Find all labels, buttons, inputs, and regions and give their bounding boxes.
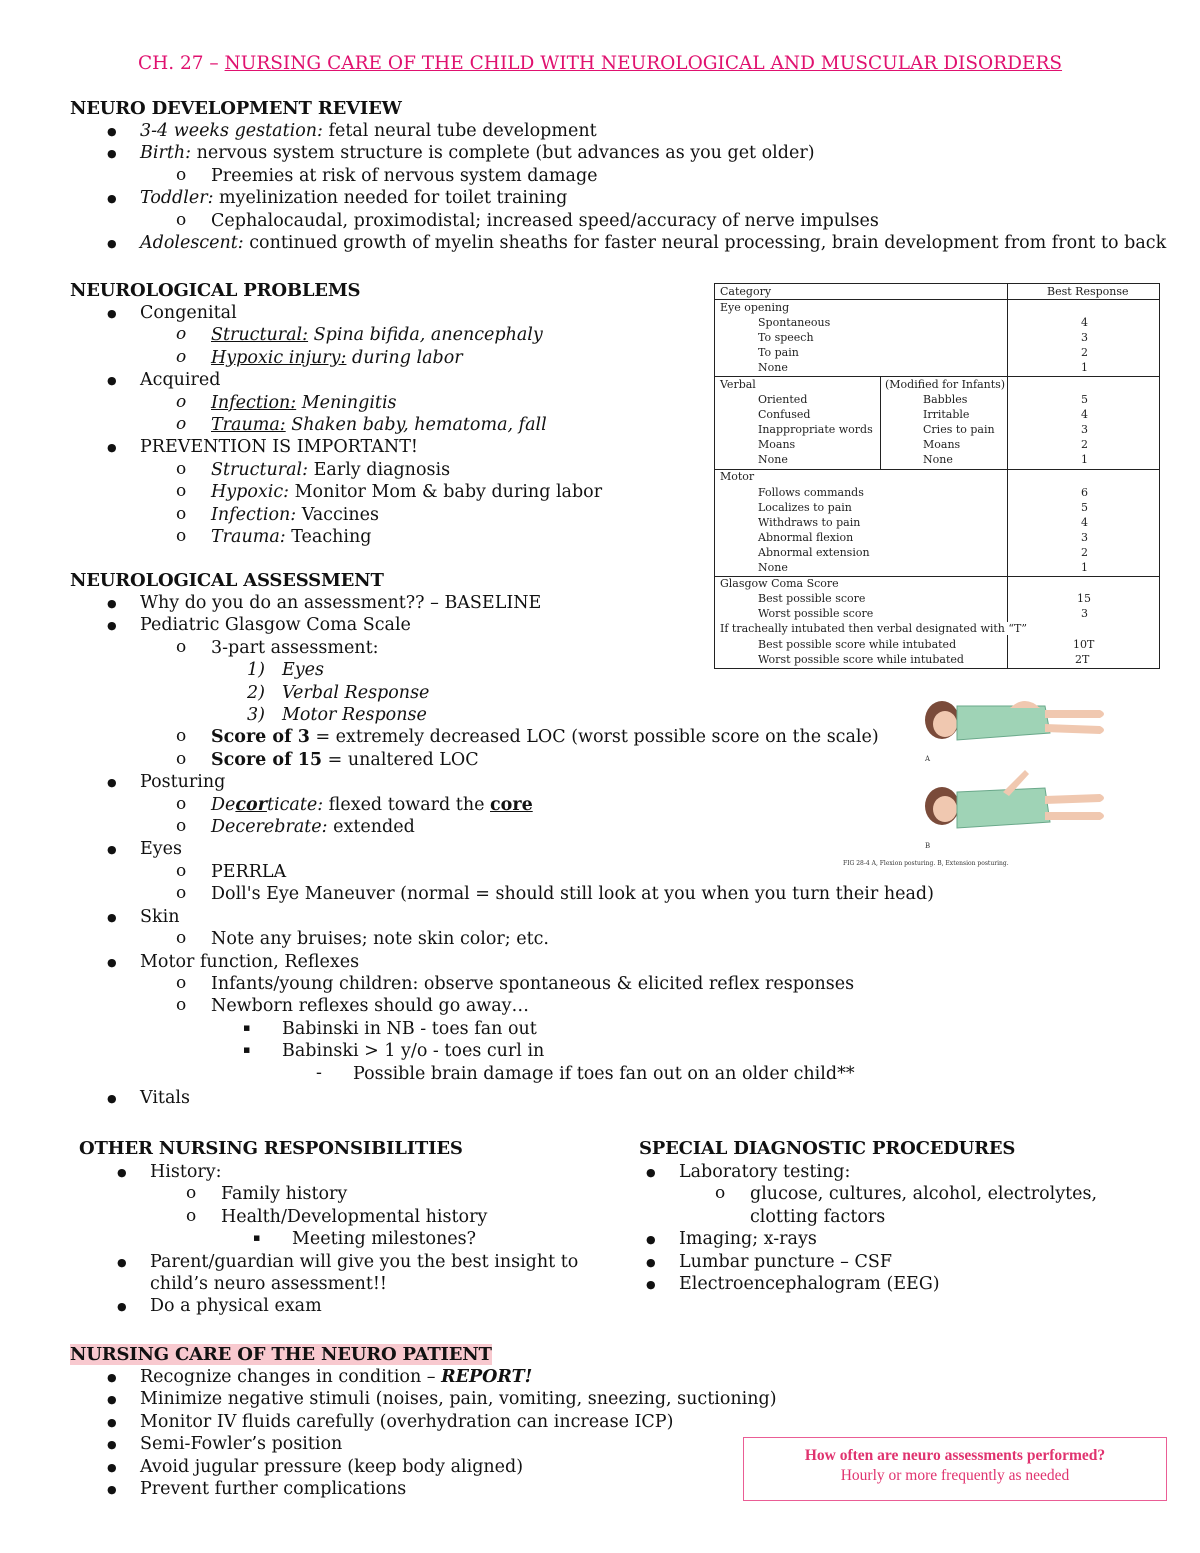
list-item: o PERRLA [211,861,934,883]
title-main: NURSING CARE OF THE CHILD WITH NEUROLOGICAL AND MUSCULAR DISORDERS [224,53,1063,74]
a1-rest: Meningitis [296,392,397,413]
list-item: ● Acquired [140,369,602,391]
care-c1-pre: Recognize changes in condition – [140,1367,442,1387]
table-cell: 15 [1077,592,1091,605]
table-score-heading: Glasgow Coma Score [720,577,839,590]
dev-list [140,120,1166,254]
table-cell: 1 [1081,453,1088,466]
list-item [211,392,602,414]
list-item: ● Do a physical exam [150,1295,578,1317]
list-item: ● Posturing [140,771,934,793]
a2-rest: Shaken baby, hematoma, fall [285,415,547,436]
list-item [211,726,934,748]
posturing-illustration [843,688,1115,878]
table-cell: 3 [1081,331,1088,344]
table-cell: 4 [1081,408,1088,421]
table-cell: If tracheally intubated then verbal designated with “T” [720,622,1031,635]
dev-i2-rest: nervous system structure is complete (but advances as you get older) [191,143,815,164]
table-motor-heading: Motor [720,470,755,483]
list-item: ▪ Meeting milestones? [292,1228,578,1250]
list-item: ● Semi-Fowler’s position [140,1433,777,1455]
other-list [150,1161,578,1318]
list-item: ▪ Babinski > 1 y/o - toes curl in [282,1040,934,1062]
list-item: o Doll's Eye Maneuver (normal = should still look at you when you turn their head) [211,883,934,905]
table-cell: 2T [1075,653,1090,666]
c2-rest: during labor [346,347,463,368]
num-2: 2) [247,682,265,703]
decort-rest: flexed toward the [323,794,491,815]
list-item: clotting factors [750,1206,886,1227]
table-cell: 1 [1081,361,1088,374]
list-item [140,232,1166,254]
table-header-best: Best Response [1047,285,1129,298]
list-item: ● History: [150,1161,578,1183]
dev-i2-em: Birth: [140,143,192,164]
list-item [211,481,602,503]
p1-rest: Early diagnosis [308,459,451,480]
list-item: ● Imaging; x-rays [679,1228,1097,1250]
list-item [140,120,1166,142]
p3-em: Infection: [211,504,297,525]
table-cell: None [758,453,788,466]
list-item: ● Laboratory testing: [679,1161,1097,1183]
list-item [211,504,602,526]
table-divider [1007,284,1008,668]
table-cell: Babbles [923,393,968,406]
decere-em: Decerebrate: [211,817,328,838]
list-item [211,347,602,369]
decort-core: core [490,794,533,815]
decort-c: ticate: [266,794,324,815]
table-cell: 3 [1081,531,1088,544]
list-item: ● Minimize negative stimuli (noises, pain, vomiting, sneezing, suctioning) [140,1388,777,1410]
table-cell: To pain [758,346,799,359]
table-cell: Confused [758,408,811,421]
list-item: ● Parent/guardian will give you the best insight to [150,1251,578,1273]
list-item: - Possible brain damage if toes fan out on an older child** [353,1063,934,1085]
list-item: o Infants/young children: observe spontaneous & elicited reflex responses [211,973,934,995]
gcs-verbal: Verbal Response [282,682,430,703]
decort-b: cor [235,794,267,815]
assessment-list [140,592,934,1109]
list-item: ● Skin [140,906,934,928]
gcs-table [714,283,1160,669]
a2-u: Trauma: [211,415,286,436]
list-item: o Newborn reflexes should go away… [211,995,934,1017]
table-cell: None [758,561,788,574]
decort-a: De [211,794,236,815]
p3-rest: Vaccines [296,504,379,525]
table-cell: None [758,361,788,374]
list-item: ● Electroencephalogram (EEG) [679,1273,1097,1295]
list-item: o Health/Developmental history [221,1206,578,1228]
dev-i3-rest: myelinization needed for toilet training [213,188,568,209]
list-item [140,1366,777,1388]
list-item: ● Pediatric Glasgow Coma Scale [140,614,934,636]
section-heading-assessment: NEUROLOGICAL ASSESSMENT [70,570,384,591]
table-cell: Follows commands [758,486,864,499]
problems-list [140,302,602,548]
list-item: o Cephalocaudal, proximodistal; increased speed/accuracy of nerve impulses [211,210,1166,232]
figure-label-a: A [925,755,931,763]
dev-i4-rest: continued growth of myelin sheaths for faster neural processing, brain development from front to back [243,233,1167,254]
section-heading-special: SPECIAL DIAGNOSTIC PROCEDURES [639,1138,1016,1159]
list-item [140,187,1166,209]
table-cell: To speech [758,331,814,344]
dev-i3-em: Toddler: [140,188,214,209]
list-item [247,704,934,726]
callout-answer: Hourly or more frequently as needed [840,1467,1070,1484]
table-cell: Oriented [758,393,808,406]
table-cell: Worst possible score while intubated [758,653,964,666]
p4-rest: Teaching [285,527,372,548]
list-item: ● Motor function, Reflexes [140,951,934,973]
table-cell: 4 [1081,316,1088,329]
list-item [211,816,934,838]
section-heading-problems: NEUROLOGICAL PROBLEMS [70,280,361,301]
s15-bold: Score of 15 [211,749,323,770]
table-cell: 4 [1081,516,1088,529]
s3-rest: = extremely decreased LOC (worst possible score on the scale) [309,727,879,748]
dev-i1-em: 3-4 weeks gestation: [140,121,323,141]
table-cell: 3 [1081,607,1088,620]
child-b-figure [925,770,1104,828]
list-item [211,459,602,481]
table-cell: 10T [1073,638,1095,651]
list-item: o Note any bruises; note skin color; etc. [211,928,934,950]
figure-label-b: B [925,842,931,850]
c1-u: Structural: [211,325,309,346]
list-item [140,142,1166,164]
p2-rest: Monitor Mom & baby during labor [289,482,603,503]
table-cell: None [923,453,953,466]
list-item: ▪ Babinski in NB - toes fan out [282,1018,934,1040]
table-cell: Inappropriate words [758,423,873,436]
table-eye-heading: Eye opening [720,301,790,314]
list-item: o glucose, cultures, alcohol, electrolytes, [750,1183,1097,1205]
list-item [211,526,602,548]
table-cell: Localizes to pain [758,501,852,514]
table-cell: 2 [1081,346,1088,359]
list-item: o Family history [221,1183,578,1205]
list-item [211,749,934,771]
list-item: ● Eyes [140,838,934,860]
list-item: ● PREVENTION IS IMPORTANT! [140,436,602,458]
list-item: ● Congenital [140,302,602,324]
list-item [211,324,602,346]
list-item: ● Why do you do an assessment?? – BASELINE [140,592,934,614]
list-item: o Preemies at risk of nervous system damage [211,165,1166,187]
list-item [211,794,934,816]
s15-rest: = unaltered LOC [322,749,479,770]
gcs-motor: Motor Response [282,705,427,726]
table-cell: 5 [1081,393,1088,406]
table-cell: Abnormal flexion [758,531,854,544]
list-item: ● Vitals [140,1087,934,1109]
table-cell: 3 [1081,423,1088,436]
dev-i1-rest: fetal neural tube development [322,121,597,141]
table-cell: Irritable [923,408,970,421]
list-item: ● Monitor IV fluids carefully (overhydration can increase ICP) [140,1411,777,1433]
callout-box [743,1437,1167,1501]
table-cell: Best possible score while intubated [758,638,957,651]
list-item: child’s neuro assessment!! [150,1274,387,1295]
p1-em: Structural: [211,459,309,480]
table-cell: Abnormal extension [758,546,870,559]
list-item [247,682,934,704]
a1-u: Infection: [211,392,297,413]
page-title [0,53,1200,74]
p2-em: Hypoxic: [211,482,290,503]
table-cell: 1 [1081,561,1088,574]
care-list [140,1366,777,1500]
c2-u: Hypoxic injury: [211,347,347,368]
num-1: 1) [247,660,265,681]
list-item: o 3-part assessment: [211,637,934,659]
table-cell: 2 [1081,546,1088,559]
child-a-figure [925,701,1104,740]
list-item: ● Prevent further complications [140,1478,777,1500]
posturing-figure [843,688,1115,878]
table-cell: Best possible score [758,592,866,605]
decere-rest: extended [327,817,415,838]
table-verbal-heading: Verbal [720,378,756,391]
c1-rest: Spina bifida, anencephaly [308,325,543,346]
table-cell: Withdraws to pain [758,516,861,529]
section-heading-dev: NEURO DEVELOPMENT REVIEW [70,98,402,119]
figure-caption: FIG 28-4 A, Flexion posturing. B, Extension posturing. [843,860,1009,867]
table-cell: 2 [1081,438,1088,451]
table-cell: Moans [758,438,796,451]
p4-em: Trauma: [211,527,286,548]
table-header-category: Category [720,285,772,298]
table-verbal-mod: (Modified for Infants) [885,378,1006,391]
table-cell: Moans [923,438,961,451]
care-c1-em: REPORT! [441,1367,533,1387]
table-cell: Worst possible score [758,607,874,620]
table-cell: Cries to pain [923,423,995,436]
dev-i4-em: Adolescent: [140,233,244,254]
callout-question: How often are neuro assessments performed? [804,1447,1106,1464]
list-item [211,414,602,436]
s3-bold: Score of 3 [211,727,310,748]
title-prefix: CH. 27 – [137,53,225,74]
section-heading-other: OTHER NURSING RESPONSIBILITIES [79,1138,463,1159]
list-item: ● Avoid jugular pressure (keep body aligned) [140,1456,777,1478]
table-cell: 6 [1081,486,1088,499]
table-cell: Spontaneous [758,316,831,329]
gcs-eyes: Eyes [282,660,324,681]
list-item: ● Lumbar puncture – CSF [679,1251,1097,1273]
special-list [679,1161,1097,1295]
table-cell: 5 [1081,501,1088,514]
num-3: 3) [247,705,265,726]
section-heading-care: NURSING CARE OF THE NEURO PATIENT [70,1344,492,1365]
